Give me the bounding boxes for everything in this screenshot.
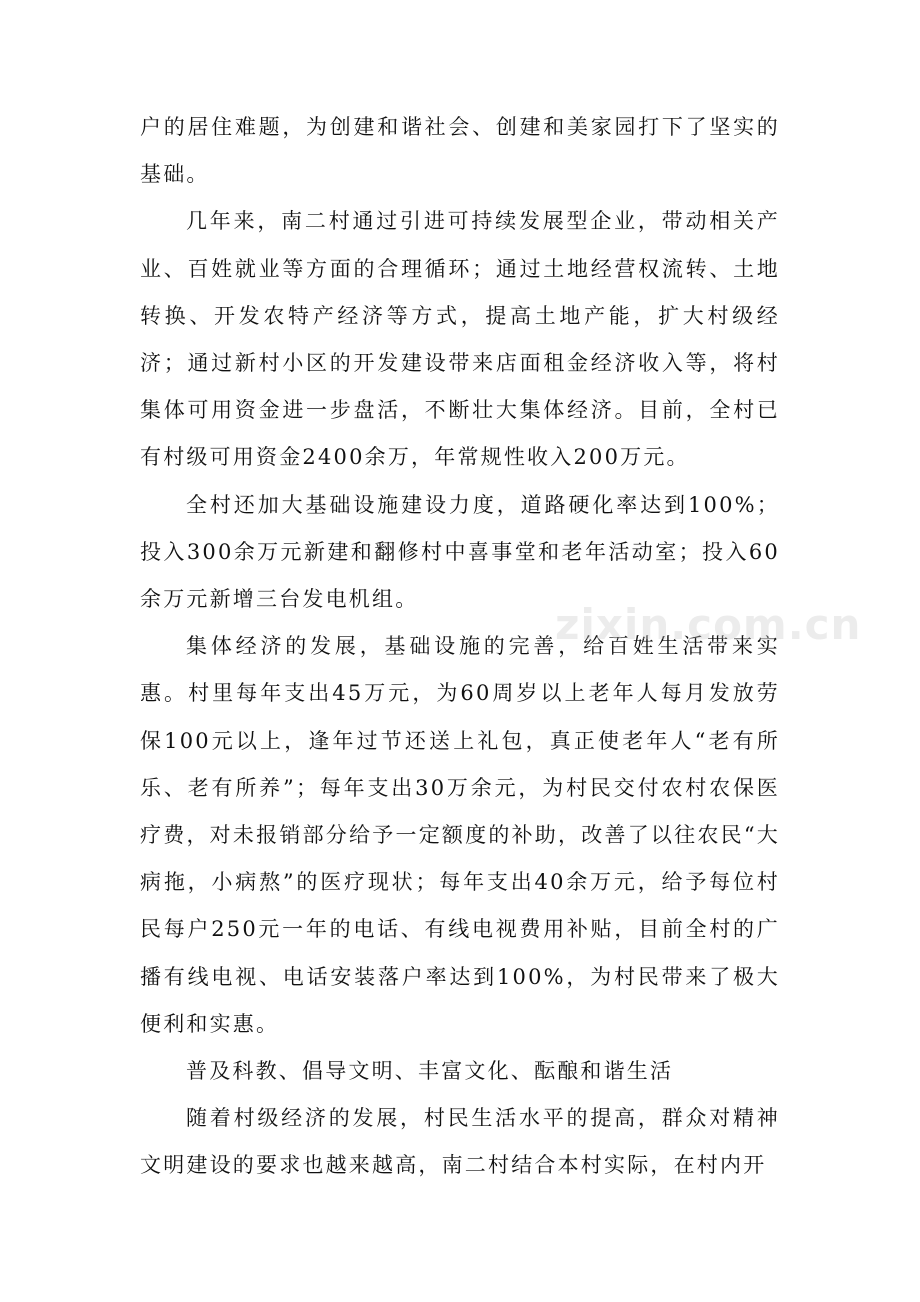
document-body [140, 104, 780, 1190]
section-heading: 普及科教、倡导文明、丰富文化、酝酿和谐生活 [186, 1059, 674, 1084]
paragraph-2: 几年来，南二村通过引进可持续发展型企业，带动相关产业、百姓就业等方面的合理循环；通过土地经营权流转、土地转换、开发农特产经济等方式，提高土地产能，扩大村级经济；通过新村小区的开发建设带来店面租金经济收入等，将村集体可用资金进一步盘活，不断壮大集体经济。目前，全村已有村级可用资金2400余万，年常规性收入200万元。 [140, 209, 780, 470]
paragraph-1: 户的居住难题，为创建和谐社会、创建和美家园打下了坚实的基础。 [140, 115, 780, 187]
watermark: zixin.com.cn [555, 600, 862, 649]
paragraph-4: 集体经济的发展，基础设施的完善，给百姓生活带来实惠。村里每年支出45万元，为60周岁以上老年人每月发放劳保100元以上，逢年过节还送上礼包，真正使老年人“老有所乐、老有所养”；每年支出30万余元，为村民交付农村农保医疗费，对未报销部分给予一定额度的补助，改善了以往农民“大病拖，小病熬”的医疗现状；每年支出40余万元，给予每位村民每户250元一年的电话、有线电视费用补贴，目前全村的广播有线电视、电话安装落户率达到100%，为村民带来了极大便利和实惠。 [140, 634, 780, 1036]
paragraph-3: 全村还加大基础设施建设力度，道路硬化率达到100%；投入300余万元新建和翻修村中喜事堂和老年活动室；投入60余万元新增三台发电机组。 [140, 492, 780, 612]
paragraph-5: 随着村级经济的发展，村民生活水平的提高，群众对精神文明建设的要求也越来越高，南二村结合本村实际，在村内开 [140, 1106, 780, 1178]
